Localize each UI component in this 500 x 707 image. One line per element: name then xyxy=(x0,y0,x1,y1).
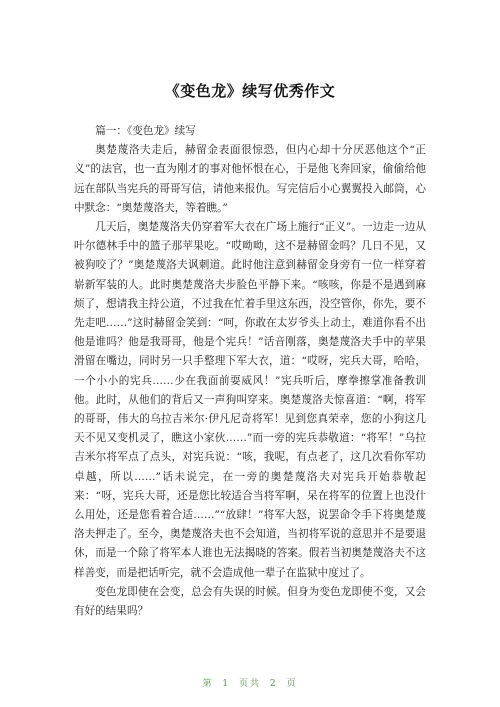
page-label-mid: 页共 xyxy=(238,679,261,689)
page-label-prefix: 第 xyxy=(202,679,214,689)
current-page-number: 1 xyxy=(222,679,231,689)
paragraph: 变色龙即使在会变，总会有失误的时候。但身为变色龙即使不变，又会有好的结果吗？ xyxy=(74,585,426,618)
document-body xyxy=(74,122,426,621)
total-pages-number: 2 xyxy=(269,679,278,689)
paragraph: 奥楚蔑洛夫走后，赫留金表面很惊恐，但内心却十分厌恶他这个“正义”的法官，也一直为刚才的事对他怀恨在心，于是他飞奔回家，偷偷给他远在部队当宪兵的哥哥写信，请他来报仇。写完信后小心翼翼投入邮筒，心中默念：“奥楚蔑洛夫，等着瞧。” xyxy=(74,144,426,214)
paragraph: 几天后，奥楚蔑洛夫仍穿着军大衣在广场上施行“正义”。一边走一边从叶尔德林手中的篮子那苹果吃。“哎呦呦，这不是赫留金吗？几日不见，又被狗咬了？”奥楚蔑洛夫讽刺道。此时他注意到赫留金身旁有一位一样穿着崭新军装的人。此时奥楚蔑洛夫步脸色平静下来。“咳咳，你是不是遇到麻烦了，想请我主持公道，不过我在忙着手里这东西，没空管你，你先，要不先走吧……”这时赫留金笑到：“呵，你敢在太岁爷头上动土，难道你看不出他是谁吗？他是我哥哥，他是个宪兵！”话音刚落，奥楚蔑洛夫手中的苹果滑留在嘴边，同时另一只手整理下军大衣，道：“哎呀，宪兵大哥，哈哈，一个小小的宪兵……少在我面前耍威风！”宪兵听后，摩拳擦掌准备教训他。此时，从他们的背后又一声狗叫穿来。奥楚蔑洛夫惊喜道：“啊，将军的哥哥，伟大的乌拉吉米尔·伊凡尼奇将军！见到您真荣幸，您的小狗这几天不见又变机灵了，瞧这小家伙……”而一旁的宪兵恭敬道：“将军！”乌拉吉米尔将军点了点头，对宪兵说：“咳，我呢，有点老了，这几次看你军功卓越，所以……”话未说完，在一旁的奥楚蔑洛夫对宪兵开始恭敬起来：“呀，宪兵大哥，还是您比较适合当将军啊，呆在将军的位置上也没什么用处，还是您看着合适……”“放肆！”将军大怒，说罢命令手下将奥楚蔑洛夫押走了。至今，奥楚蔑洛夫也不会知道，当初将军说的意思并不是要退休，而是一个除了将军本人谁也无法揭晓的答案。假若当初奥楚蔑洛夫不这样善变，而是把话听完，就不会造成他一辈子在监狱中度过了。 xyxy=(74,221,426,579)
document-title: 《变色龙》续写优秀作文 xyxy=(164,82,336,100)
page-footer xyxy=(0,676,500,689)
page-label-suffix: 页 xyxy=(286,679,298,689)
section-heading: 篇一：《变色龙》续写 xyxy=(95,125,196,137)
